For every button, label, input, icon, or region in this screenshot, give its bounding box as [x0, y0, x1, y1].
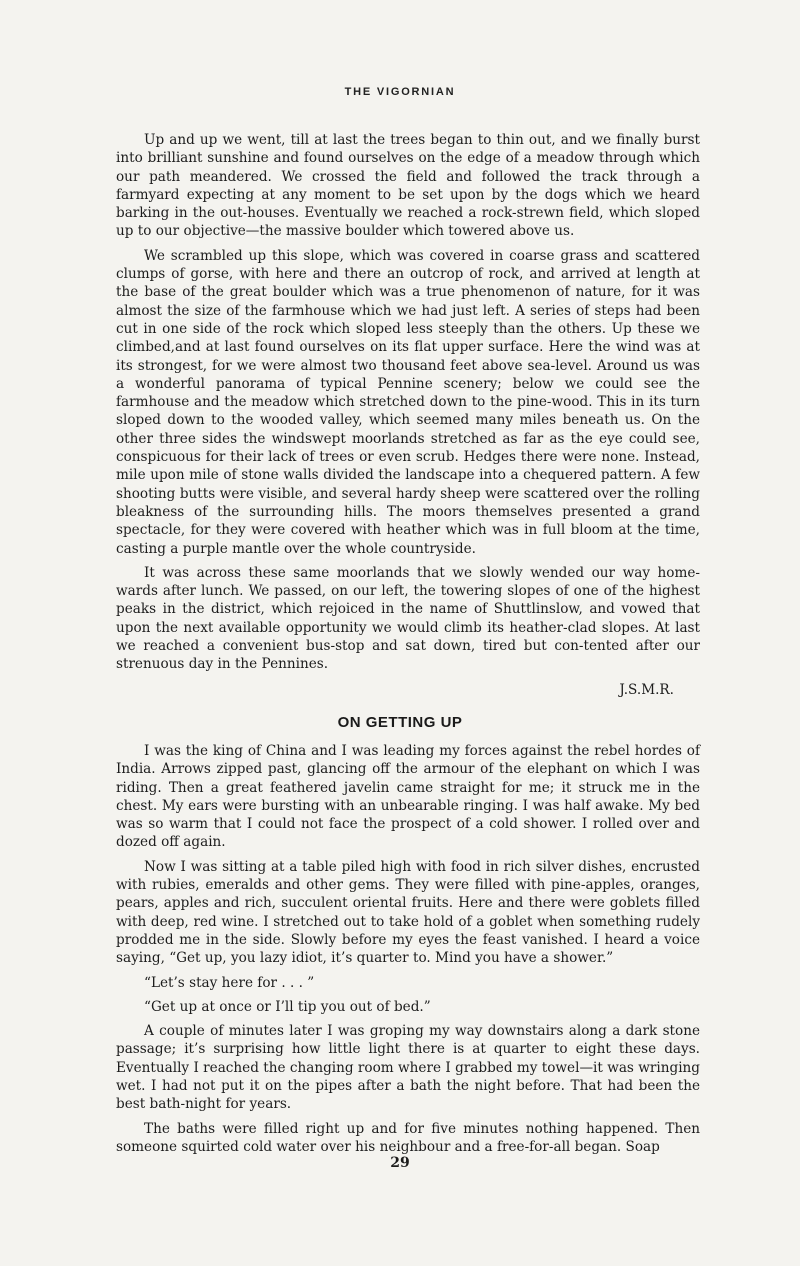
paragraph: “Get up at once or I’ll tip you out of bed.” [144, 998, 431, 1015]
article-body [116, 742, 700, 1162]
paragraph: Now I was sitting at a table piled high with food in rich silver dishes, encrusted with rubies, emeralds and other gems. They were filled with pine-apples, oranges, pears, apples and rich, succulent oriental fruits. Here and there were goblets filled with deep, red wine. I stretched out to take hold of a goblet when something rudely prodded me in the side. Slowly before my eyes the feast vanished. I heard a voice saying, “Get up, you lazy idiot, it’s quarter to. Mind you have a shower.” [116, 858, 700, 967]
page-number: 29 [390, 1155, 410, 1171]
paragraph: We scrambled up this slope, which was covered in coarse grass and scattered clumps of gorse, with here and there an outcrop of rock, and arrived at length at the base of the great boulder which was a true phenomenon of nature, for it was almost the size of the farmhouse which we had just left. A series of steps had been cut in one side of the rock which sloped less steeply than the others. Up these we climbed,and at last found ourselves on its flat upper surface. Here the wind was at its strongest, for we were almost two thousand feet above sea-level. Around us was a wonderful panorama of typical Pennine scenery; below we could see the farmhouse and the meadow which stretched down to the pine-wood. This in its turn sloped down to the wooded valley, which seemed many miles beneath us. On the other three sides the windswept moorlands stretched as far as the eye could see, conspicuous for their lack of trees or even scrub. Hedges there were none. Instead, mile upon mile of stone walls divided the landscape into a chequered pattern. A few shooting butts were visible, and several hardy sheep were scattered over the rolling bleakness of the surrounding hills. The moors themselves presented a grand spectacle, for they were covered with heather which was in full bloom at the time, casting a purple mantle over the whole countryside. [116, 247, 700, 557]
article-body [116, 131, 700, 699]
paragraph: A couple of minutes later I was groping my way downstairs along a dark stone passage; it’s surprising how little light there is at quarter to eight these days. Eventually I reached the changing room where I grabbed my towel—it was wringing wet. I had not put it on the pipes after a bath the night before. That had been the best bath-night for years. [116, 1023, 700, 1113]
paragraph: Up and up we went, till at last the trees began to thin out, and we finally burst into brilliant sunshine and found ourselves on the edge of a meadow through which our path meandered. We crossed the field and followed the track through a farmyard expecting at any moment to be set upon by the dogs which we heard barking in the out-houses. Eventually we reached a rock-strewn field, which sloped up to our objective—the massive boulder which towered above us. [116, 132, 700, 240]
paragraph: “Let’s stay here for . . . ” [144, 974, 315, 991]
paragraph: The baths were filled right up and for five minutes nothing happened. Then someone squirted cold water over his neighbour and a free-for-all began. Soap [116, 1120, 700, 1155]
paragraph: I was the king of China and I was leading my forces against the rebel hordes of India. Arrows zipped past, glancing off the armour of the elephant on which I was riding. Then a great feathered javelin came straight for me; it struck me in the chest. My ears were bursting with an unbearable ringing. I was half awake. My bed was so warm that I could not face the prospect of a cold shower. I rolled over and dozed off again. [116, 743, 700, 851]
author-signature: J.S.M.R. [619, 681, 674, 698]
running-title: THE VIGORNIAN [344, 86, 456, 98]
section-title: ON GETTING UP [337, 714, 463, 731]
paragraph: It was across these same moorlands that we slowly wended our way home-wards after lunch. We passed, on our left, the towering slopes of one of the highest peaks in the district, which rejoiced in the name of Shuttlinslow, and vowed that upon the next available opportunity we would climb its heather-clad slopes. At last we reached a convenient bus-stop and sat down, tired but con-tented after our strenuous day in the Pennines. [116, 564, 700, 673]
